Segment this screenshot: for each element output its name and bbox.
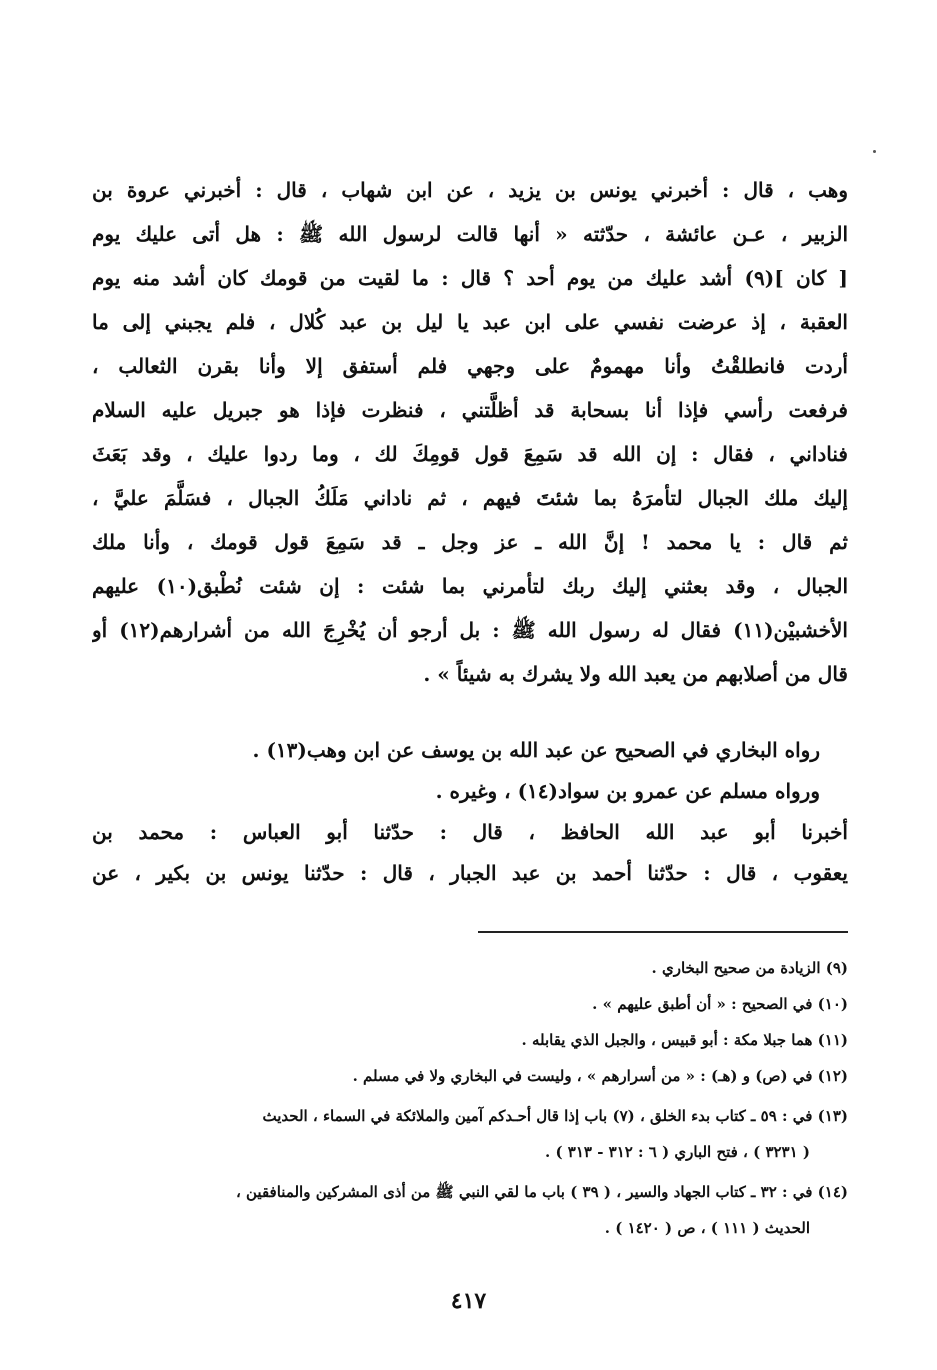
footnote-13: (١٣) في : ٥٩ ـ كتاب بدء الخلق ، (٧) باب إذا قال أحـدكم آمين والملائكة في السماء ، الحديث (262, 1107, 848, 1125)
text-line: الزبير ، عـن عائشة ، حدّثته « أنها قالت لرسول الله ﷺ : هل أتى عليك يوم (92, 222, 848, 246)
narration-line: ورواه مسلم عن عمرو بن سواد(١٤) ، وغيره . (435, 779, 820, 803)
narration-line: أخبرنا أبو عبد الله الحافظ ، قال : حدّثنا أبو العباس : محمد بن (92, 820, 848, 844)
footnotes-block (92, 950, 848, 1246)
footnote-12: (١٢) في (ص) و (هـ) : « من أسرارهم » ، وليست في البخاري ولا في مسلم . (352, 1067, 848, 1085)
text-line: [ كان ](٩) أشد عليك من يوم أحد ؟ قال : ما لقيت من قومك كان أشد منه يوم (92, 266, 848, 290)
text-line: الجبال ، وقد بعثني إليك ربك لتأمرني بما شئت : إن شئت نُطْبق(١٠) عليهم (92, 574, 848, 598)
text-line: فرفعت رأسي فإذا أنا بسحابة قد أظلَّتني ، فنظرت فإذا هو جبريل عليه السلام (92, 398, 848, 422)
text-line: وهب ، قال : أخبرني يونس بن يزيد ، عن ابن شهاب ، قال : أخبرني عروة بن (92, 178, 848, 202)
narration-line: رواه البخاري في الصحيح عن عبد الله بن يوسف عن ابن وهب(١٣) . (252, 738, 820, 762)
page-number: ٤١٧ (450, 1288, 487, 1314)
footnote-14-continued: الحديث ( ١١١ ) ، ص ( ١٤٢٠ ) . (604, 1219, 810, 1237)
text-line: العقبة ، إذ عرضت نفسي على ابن عبد يا ليل بن عبد كُلال ، فلم يجبني إلى ما (92, 310, 848, 334)
text-line: إليك ملك الجبال لتأمرَهُ بما شئتَ فيهم ، ثم ناداني مَلَكُ الجبال ، فسَلَّمَ عليَّ ، (92, 486, 848, 510)
text-line: قال من أصلابهم من يعبد الله ولا يشرك به شيئاً » . (423, 662, 848, 686)
hadith-text-block (92, 168, 848, 696)
footnote-14: (١٤) في : ٣٢ ـ كتاب الجهاد والسير ، ( ٣٩ ) باب ما لقي النبي ﷺ من أذى المشركين والمنافقين ، (235, 1183, 848, 1201)
narration-line: يعقوب ، قال : حدّثنا أحمد بن عبد الجبار ، قال : حدّثنا يونس بن بكير ، عن (92, 861, 848, 885)
text-line: أردت فانطلقْتُ وأنا مهمومٌ على وجهي فلم أستفق إلا وأنا بقرن الثعالب ، (92, 354, 848, 378)
footnote-13-continued: ( ٣٢٣١ ) ، فتح الباري ( ٦ : ٣١٢ - ٣١٣ ) . (545, 1143, 810, 1161)
narration-block (92, 730, 848, 894)
footnote-separator (478, 931, 848, 933)
text-line: ثم قال : يا محمد ! إنَّ الله ـ عز وجل ـ قد سَمِعَ قول قومك ، وأنا ملك (92, 530, 848, 554)
text-line: فناداني ، فقال : إن الله قد سَمِعَ قول قومِكَ لك ، وما ردوا عليك ، وقد بَعَثَ (92, 442, 848, 466)
footnote-9: (٩) الزيادة من صحيح البخاري . (651, 959, 848, 977)
text-line: الأخشبيْن(١١) فقال له رسول الله ﷺ : بل أرجو أن يُخْرِجَ الله من أشرارهم(١٢) أو (92, 618, 848, 642)
scan-speck (873, 150, 876, 153)
footnote-11: (١١) هما جبلا مكة : أبو قبيس ، والجبل الذي يقابله . (521, 1031, 848, 1049)
footnote-10: (١٠) في الصحيح : « أن أطبق عليهم » . (592, 995, 848, 1013)
